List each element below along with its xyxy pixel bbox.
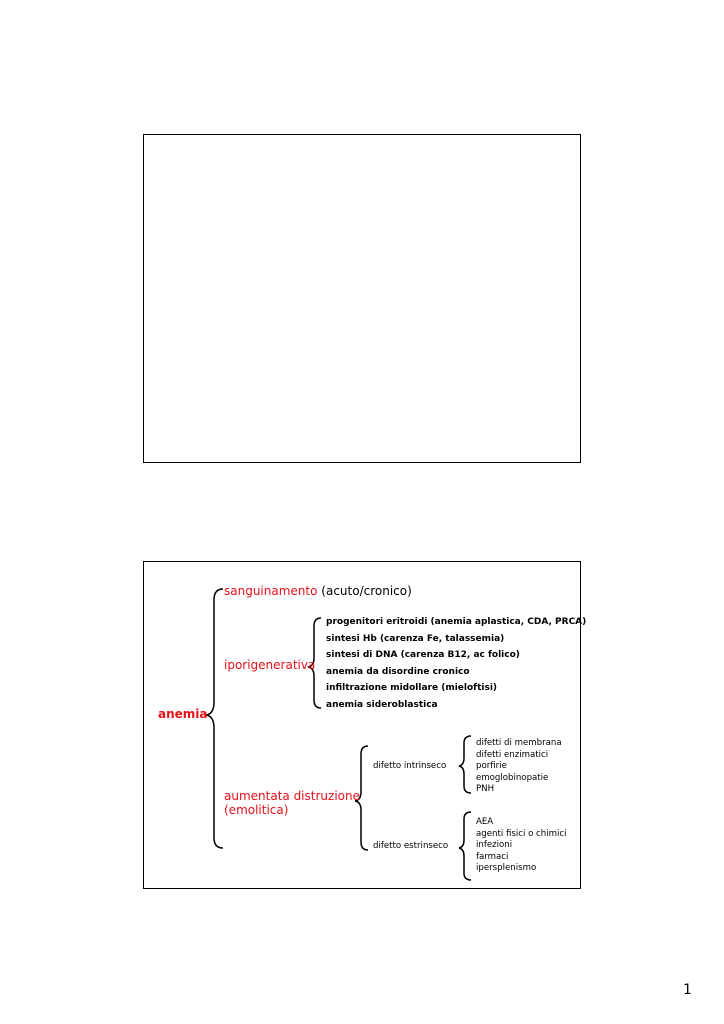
intrinseco-item: emoglobinopatie [476,772,549,783]
estrinseco-item: farmaci [476,851,509,862]
root-label: anemia [158,707,208,721]
cause-item: anemia da disordine cronico [326,666,470,677]
category-iporigenerativa: iporigenerativa [224,658,316,672]
estrinseco-item: infezioni [476,840,513,851]
estrinseco-brace [459,812,471,880]
category-distruzione: aumentata distruzione (emolitica) [224,789,360,817]
page-number: 1 [683,982,692,998]
cause-item: sintesi di DNA (carenza B12, ac folico) [326,650,520,660]
cause-item: anemia sideroblastica [326,699,438,710]
estrinseco-label: difetto estrinseco [373,841,449,851]
intrinseco-label: difetto intrinseco [373,761,447,771]
blank-slide [143,134,581,463]
estrinseco-item: agenti fisici o chimici [476,828,567,839]
sanguinamento-label: sanguinamento [224,584,318,598]
intrinseco-brace [459,736,471,793]
category-sanguinamento [224,584,412,598]
cause-item: infiltrazione midollare (mieloftisi) [326,683,498,693]
root-brace [206,589,223,848]
intrinseco-item: porfirie [476,761,507,772]
intrinseco-item: PNH [476,784,495,795]
intrinseco-item: difetti enzimatici [476,749,549,760]
sanguinamento-note: (acuto/cronico) [321,584,412,598]
cause-item: sintesi Hb (carenza Fe, talassemia) [326,633,505,644]
cause-item: progenitori eritroidi (anemia aplastica, CDA, PRCA) [326,617,587,627]
anemia-classification-slide [143,561,587,889]
estrinseco-items [476,817,567,875]
iporigenerativa-causes [326,614,586,713]
intrinseco-items [476,738,562,796]
estrinseco-item: ipersplenismo [476,863,537,874]
estrinseco-item: AEA [476,817,494,827]
intrinseco-item: difetti di membrana [476,738,562,748]
